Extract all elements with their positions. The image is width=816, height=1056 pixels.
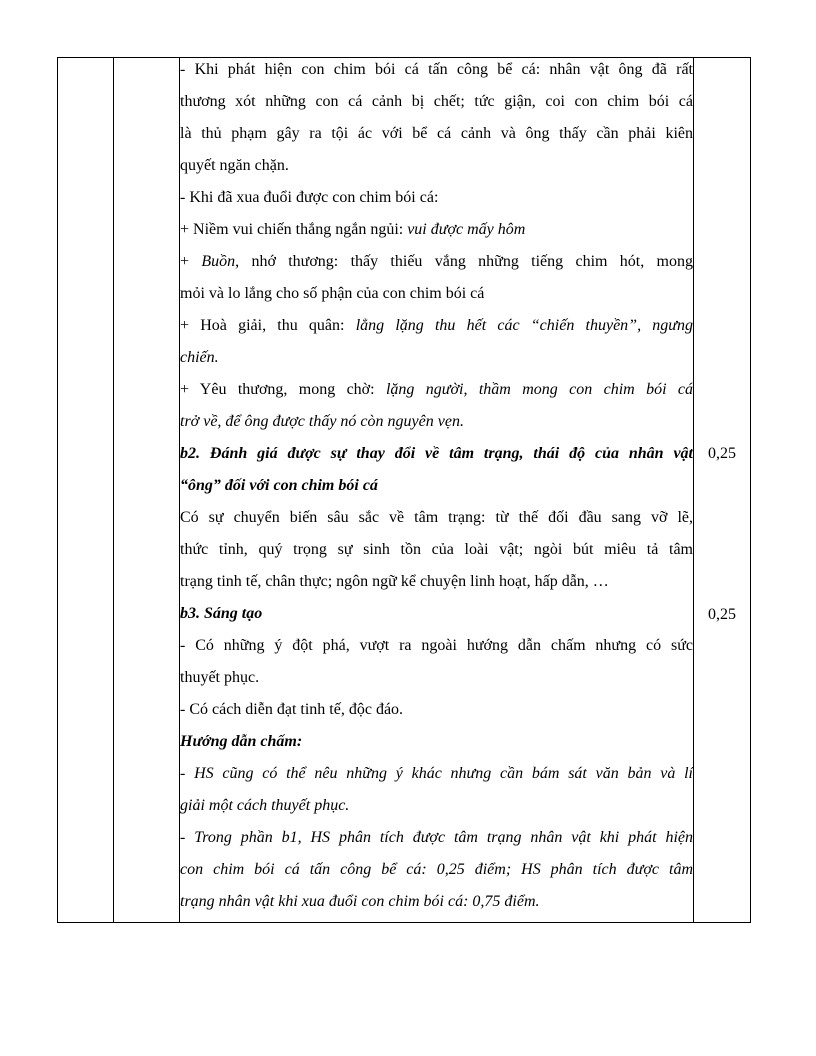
b1-text-line: - Khi phát hiện con chim bói cá tấn công bể cá: nhân vật ông đã rất (180, 61, 693, 78)
score-cell (694, 58, 751, 923)
b3-score: 0,25 (708, 606, 736, 623)
b2-heading: b2. Đánh giá được sự thay đổi về tâm trạng, thái độ của nhân vật (180, 445, 693, 462)
bullet-quote: lẳng lặng thu hết các “chiến thuyền”, ngưng (355, 317, 694, 334)
bullet-quote: trở về, để ông được thấy nó còn nguyên vẹn. (180, 413, 464, 430)
b1-text-line (180, 406, 693, 438)
b1-text-line: quyết ngăn chặn. (180, 157, 289, 174)
guide-text-line: - Trong phần b1, HS phân tích được tâm trạng nhân vật khi phát hiện (180, 829, 693, 846)
section-cell (114, 58, 180, 923)
b1-text-line (180, 342, 693, 374)
b1-bullet-truce (180, 310, 693, 342)
b1-text-line: là thủ phạm gây ra tội ác với bể cá cảnh và ông thấy cần phải kiên (180, 125, 693, 142)
bullet-quote: vui được mấy hôm (407, 221, 526, 238)
bullet-quote: chiến. (180, 349, 219, 366)
bullet-prefix: + (180, 253, 202, 270)
bullet-label: + Yêu thương, mong chờ: (180, 381, 386, 398)
b3-text-line: thuyết phục. (180, 669, 260, 686)
b2-score: 0,25 (708, 445, 736, 462)
b2-heading-cont: “ông” đối với con chim bói cá (180, 477, 378, 494)
b3-heading: b3. Sáng tạo (180, 605, 263, 622)
b2-text-line: thức tỉnh, quý trọng sự sinh tồn của loài vật; ngòi bút miêu tả tâm (180, 541, 693, 558)
b2-text-line: Có sự chuyển biến sâu sắc về tâm trạng: từ thế đối đầu sang vỡ lẽ, (180, 509, 693, 526)
b3-text-line: - Có cách diễn đạt tinh tế, độc đáo. (180, 701, 404, 718)
guide-text-line: trạng nhân vật khi xua đuổi con chim bói cá: 0,75 điểm. (180, 893, 540, 910)
table-row (58, 58, 751, 923)
content-cell (180, 58, 694, 923)
guide-heading: Hướng dẫn chấm: (180, 733, 303, 750)
b1-text-line: mỏi và lo lắng cho số phận của con chim bói cá (180, 285, 485, 302)
b1-text-line: thương xót những con cá cảnh bị chết; tức giận, coi con chim bói cá (180, 93, 693, 110)
guide-text-line: giải một cách thuyết phục. (180, 797, 350, 814)
b1-bullet-joy (180, 214, 693, 246)
bullet-quote: Buồn (201, 253, 236, 270)
bullet-label: + Hoà giải, thu quân: (180, 317, 356, 334)
b2-text-line: trạng tinh tế, chân thực; ngôn ngữ kể chuyện linh hoạt, hấp dẫn, … (180, 573, 609, 590)
bullet-quote: lặng người, thầm mong con chim bói cá (385, 381, 693, 398)
guide-text-line: con chim bói cá tấn công bể cá: 0,25 điểm; HS phân tích được tâm (180, 861, 693, 878)
grading-table (57, 57, 751, 923)
question-number-cell (58, 58, 114, 923)
b3-text-line: - Có những ý đột phá, vượt ra ngoài hướng dẫn chấm nhưng có sức (180, 637, 693, 654)
guide-text-line: - HS cũng có thể nêu những ý khác nhưng cần bám sát văn bản và lí (180, 765, 693, 782)
b1-bullet-longing (180, 374, 693, 406)
bullet-text: , nhớ thương: thấy thiếu vắng những tiếng chim hót, mong (235, 253, 693, 270)
b1-bullet-sad (180, 246, 693, 278)
bullet-label: + Niềm vui chiến thắng ngắn ngủi: (180, 221, 408, 238)
b1-text-line: - Khi đã xua đuổi được con chim bói cá: (180, 189, 439, 206)
